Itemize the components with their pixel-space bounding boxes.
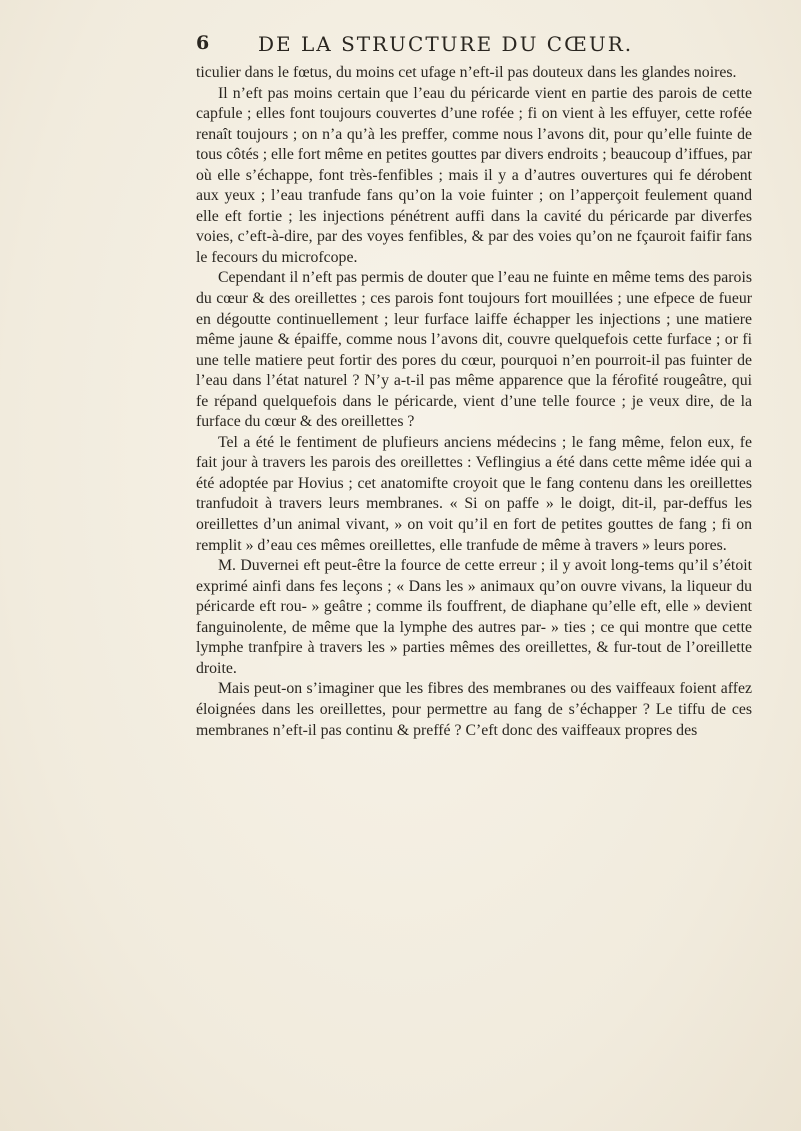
running-title: DE LA STRUCTURE DU CŒUR. xyxy=(258,32,634,56)
paragraph-5: M. Duvernei eft peut-être la fource de cette erreur ; il y avoit long-tems qu’il s’étoit exprimé ainfi dans fes leçons ; « Dans les » animaux qu’on ouvre vivans, la liqueur du péricarde eft rou- » geâtre ; comme ils fouffrent, de diaphane qu’elle eft, elle » devient fanguinolente, de même que la lymphe des autres par- » ties ; ce qui montre que cette lymphe tranfpire à travers les » parties mêmes des oreillettes, & fur-tout de l’oreillette droite. xyxy=(196,557,752,677)
page-header xyxy=(196,32,756,58)
paragraph-3: Cependant il n’eft pas permis de douter que l’eau ne fuinte en même tems des parois du cœur & des oreillettes ; ces parois font toujours fort mouillées ; une efpece de fueur en dégoutte continuellement ; leur furface laiffe échapper les injections ; une matiere même jaune & épaiffe, comme nous l’avons dit, couvre quelquefois cette furface ; or fi une telle matiere peut fortir des pores du cœur, pourquoi n’en pourroit-il pas fuinter de l’eau dans l’état naturel ? N’y a-t-il pas même apparence que la férofité rougeâtre, qui fe répand quelquefois dans le péricarde, vient d’une telle fource ; je veux dire, de la furface du cœur & des oreillettes ? xyxy=(196,269,752,431)
paragraph-2: Il n’eft pas moins certain que l’eau du péricarde vient en partie des parois de cette capfule ; elles font toujours couvertes d’une rofée ; fi on vient à les effuyer, cette rofée renaît toujours ; on n’a qu’à les preffer, comme nous l’avons dit, pour qu’elle fuinte de tous côtés ; elle fort même en petites gouttes par divers endroits ; beaucoup d’iffues, par où elle s’échappe, font très-fenfibles ; mais il y a d’autres ouvertures qui fe dérobent aux yeux ; l’eau tranfude fans qu’on la voie fuinter ; on l’apperçoit feulement quand elle eft fortie ; les injections pénétrent auffi dans la cavité du péricarde par diverfes voies, c’eft-à-dire, par des voyes fenfibles, & par des voies qu’on ne fçauroit faifir fans le fecours du microfcope. xyxy=(196,84,752,266)
paragraph-4: Tel a été le fentiment de plufieurs anciens médecins ; le fang même, felon eux, fe fait jour à travers les parois des oreillettes : Veflingius a été dans cette même idée qui a été adoptée par Hovius ; cet anatomifte croyoit que le fang contenu dans les oreillettes tranfudoit à travers leurs membranes. « Si on paffe » le doigt, dit-il, par-deffus les oreillettes d’un animal vivant, » on voit qu’il en fort de petites gouttes de fang ; fi on remplit » d’eau ces mêmes oreillettes, elle tranfude de même à travers » leurs pores. xyxy=(196,433,752,554)
paragraph-1: ticulier dans le fœtus, du moins cet ufage n’eft-il pas douteux dans les glandes noires. xyxy=(196,64,737,81)
page-number: 6 xyxy=(196,32,210,54)
paragraph-6: Mais peut-on s’imaginer que les fibres des membranes ou des vaiffeaux foient affez éloignées dans les oreillettes, pour permettre au fang de s’échapper ? Le tiffu de ces membranes n’eft-il pas continu & preffé ? C’eft donc des vaiffeaux propres des xyxy=(196,680,752,739)
body-text xyxy=(196,63,752,741)
